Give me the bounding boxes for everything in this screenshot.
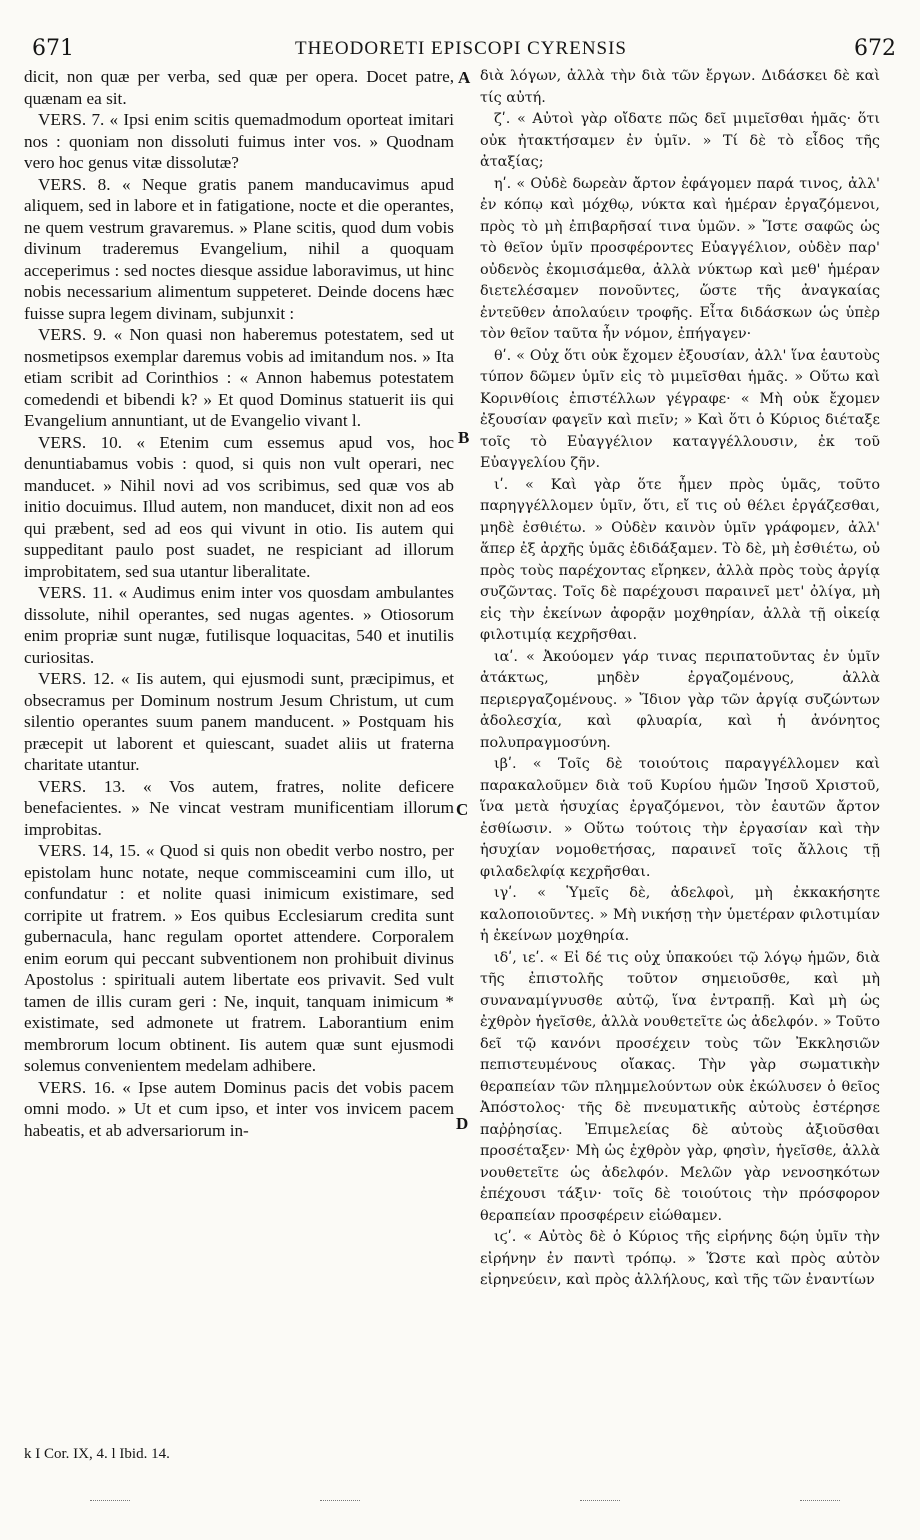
greek-verse-12: ιβʹ. « Τοῖς δὲ τοιούτοις παραγγέλλομεν καὶ παρακαλοῦμεν διὰ τοῦ Κυρίου ἡμῶν Ἰησοῦ Χριστοῦ, ἵνα μετὰ ἡσυχίας ἐργαζόμενοι, τὸν ἑαυτῶν ἄρτον ἐσθίωσιν. » Οὕτω τούτοις τὴν ἐργασίαν καὶ τὴν ἡσυχίαν νομοθετήσας, παραινεῖ τοῖς ἄλλοις τῇ φιλαδελφίᾳ κεχρῆσθαι. bbox=[480, 756, 880, 880]
margin-letter-d: D bbox=[456, 1114, 469, 1133]
running-title: THEODORETI EPISCOPI CYRENSIS bbox=[294, 38, 628, 59]
dot-rule bbox=[580, 1500, 620, 1501]
greek-verse-16: ιϛʹ. « Αὐτὸς δὲ ὁ Κύριος τῆς εἰρήνης δῴη ὑμῖν τὴν εἰρήνην ἐν παντὶ τρόπῳ. » Ὥστε καὶ πρὸς αὐτὸν εἰρηνεύειν, καὶ πρὸς ἀλλήλους, καὶ τῆς τῶν ἐναντίων bbox=[480, 1229, 880, 1288]
latin-paragraph: dicit, non quæ per verba, sed quæ per opera. Docet patre, quænam ea sit. bbox=[24, 67, 454, 108]
greek-verse-11: ιαʹ. « Ἀκούομεν γάρ τινας περιπατοῦντας ἐν ὑμῖν ἀτάκτως, μηδὲν ἐργαζομένους, ἀλλὰ περιεργαζομένους. » Ἴδιον γὰρ τῶν ἀργίᾳ συζώντων ἀδολεσχία, καὶ φλυαρία, καὶ ἡ ἀνόνητος πολυπραγμοσύνη. bbox=[480, 648, 880, 751]
latin-verse-13: VERS. 13. « Vos autem, fratres, nolite deficere benefacientes. » Ne vincat vestram munificentiam illorum improbitas. bbox=[24, 776, 454, 839]
greek-verse-9: θʹ. « Οὐχ ὅτι οὐκ ἔχομεν ἐξουσίαν, ἀλλ' ἵνα ἑαυτοὺς τύπον δῶμεν ὑμῖν εἰς τὸ μιμεῖσθαι ἡμᾶς. » Οὕτω καὶ Κορινθίοις ἐπιστέλλων γέγραφε· « Μὴ οὐκ ἔχομεν ἐξουσίαν φαγεῖν καὶ πιεῖν; » Καὶ ὅτι ὁ Κύριος διέταξε τοῖς τὸ Εὐαγγέλιον καταγγέλλουσιν, ἐκ τοῦ Εὐαγγελίου ζῆν. bbox=[480, 347, 880, 471]
greek-verse-14-15: ιδʹ, ιεʹ. « Εἰ δέ τις οὐχ ὑπακούει τῷ λόγῳ ἡμῶν, διὰ τῆς ἐπιστολῆς τοῦτον σημειοῦσθε, καὶ μὴ συναναμίγνυσθε αὐτῷ, ἵνα ἐντραπῇ. Καὶ μὴ ὡς ἐχθρὸν ἡγεῖσθε, ἀλλὰ νουθετεῖτε ὡς ἀδελφόν. » Τοῦτο δεῖ τῷ κανόνι προσέχειν τοὺς τῶν Ἐκκλησιῶν πεπιστευμένους οἴακας. Τὴν γὰρ σωματικὴν θεραπείαν τῶν πλημμελούντων οὐκ ἐκώλυσεν ὁ θεῖος Ἀπόστολος· τῆς δὲ πνευματικῆς αὐτοὺς ἐστέρησε παῤῥησίας. Ἐπιμελείας δὲ αὐτοὺς ἀξιοῦσθαι προσέταξεν· Μὴ ὡς ἐχθρὸν γὰρ, φησὶν, ἡγεῖσθε, ἀλλὰ νουθετεῖτε ὡς ἀδελφόν. Μελῶν γὰρ νενοσηκότων ἐπέχουσι τάξιν· τοῖς δὲ τοιούτοις τὴν πρόσφορον θεραπείαν προσφέρειν εἰώθαμεν. bbox=[480, 949, 880, 1224]
greek-verse-8: ηʹ. « Οὐδὲ δωρεὰν ἄρτον ἐφάγομεν παρά τινος, ἀλλ' ἐν κόπῳ καὶ μόχθῳ, νύκτα καὶ ἡμέραν ἐργαζόμενοι, πρὸς τὸ μὴ ἐπιβαρῆσαί τινα ὑμῶν. » Ἴστε σαφῶς ὡς τὸ θεῖον ὑμῖν προσφέροντες Εὐαγγέλιον, οὐδὲν παρ' οὐδενὸς ἐκομισάμεθα, ἀλλὰ νύκτωρ καὶ μεθ' ἡμέραν διετελέσαμεν πονοῦντες, ὥστε τῆς ἀναγκαίας ἐντεῦθεν ἀπολαύειν τροφῆς. Εἶτα διδάσκων ὡς ὑπὲρ τὸν θεῖον ταῦτα ἦν νόμον, ἐπήγαγεν· bbox=[480, 175, 880, 342]
latin-verse-16: VERS. 16. « Ipse autem Dominus pacis det vobis pacem omni modo. » Ut et cum ipso, et inter vos invicem pacem habeatis, et ab adversariorum in- bbox=[24, 1077, 454, 1140]
page-number-left: 671 bbox=[32, 36, 74, 61]
latin-verse-11: VERS. 11. « Audimus enim inter vos quosdam ambulantes dissolute, nihil operantes, sed nugas agentes. » Otiosorum enim propriæ sunt nugæ, futilisque loquacitas, 540 et inutilis curiositas. bbox=[24, 583, 454, 667]
latin-verse-9: VERS. 9. « Non quasi non haberemus potestatem, sed ut nosmetipsos exemplar daremus vobis ad imitandum nos. » Ita etiam scribit ad Corinthios : « Annon habemus potestatem comedendi et bibendi k? » Et quod Dominus statuerit iis qui Evangelium annuntiant, ut de Evangelio vivant l. bbox=[24, 325, 454, 430]
margin-letter-b: B bbox=[458, 428, 470, 447]
margin-letter-a: A bbox=[458, 68, 471, 87]
latin-verse-14-15: VERS. 14, 15. « Quod si quis non obedit verbo nostro, per epistolam hunc notate, neque commisceamini cum illo, ut confundatur : et nolite quasi inimicum existimare, sed corripite ut fratrem. » Eos quibus Ecclesiarum credita sunt gubernacula, hanc regulam oportet attendere. Corporalem enim eorum qui peccant subventionem non prohibuit divinus Apostolus : spirituali autem libertate eos privavit. Sed vult tamen de illis curam geri : Ne, inquit, tanquam inimicum * existimate, sed admonete ut fratrem. Laborantium enim membrorum locum obtinent. Iis autem quæ sunt ejusmodi solemus convenientem medelam adhibere. bbox=[24, 841, 454, 1075]
footnote: k I Cor. IX, 4. l Ibid. 14. bbox=[24, 1446, 170, 1462]
latin-verse-10: VERS. 10. « Etenim cum essemus apud vos, hoc denuntiabamus vobis : quod, si quis non vult operari, nec manducet. » Nihil novi ad vos scribimus, sed quæ vos ab initio docuimus. Illud autem, non manducet, dixit non ad eos qui præbent, sed ad eos qui vivunt in otio. Iis autem qui suppeditant paulo post suadet, ne respiciant ad illorum improbitatem, sed sua utantur liberalitate. bbox=[24, 432, 454, 581]
page-header bbox=[22, 36, 900, 70]
page-number-right: 672 bbox=[854, 36, 896, 61]
latin-verse-12: VERS. 12. « Iis autem, qui ejusmodi sunt, præcipimus, et obsecramus per Dominum nostrum Jesum Christum, ut cum silentio operantes suum panem manducent. » Postquam his præcepit ut laborent et quiescant, suadet aliis ut fraterna charitate utantur. bbox=[24, 669, 454, 774]
dot-rule bbox=[90, 1500, 130, 1501]
greek-verse-13: ιγʹ. « Ὑμεῖς δὲ, ἀδελφοὶ, μὴ ἐκκακήσητε καλοποιοῦντες. » Μὴ νικήσῃ τὴν ὑμετέραν φιλοτιμίαν ἡ ἐκείνων μοχθηρία. bbox=[480, 885, 880, 944]
latin-column bbox=[24, 66, 454, 1141]
dot-rule bbox=[320, 1500, 360, 1501]
dot-rule bbox=[800, 1500, 840, 1501]
latin-verse-7: VERS. 7. « Ipsi enim scitis quemadmodum oporteat imitari nos : quoniam non dissoluti fuimus inter vos. » Quodnam vero hoc genus vitæ dissolutæ? bbox=[24, 110, 454, 172]
greek-verse-7: ζʹ. « Αὐτοὶ γὰρ οἴδατε πῶς δεῖ μιμεῖσθαι ἡμᾶς· ὅτι οὐκ ἠτακτήσαμεν ἐν ὑμῖν. » Τί δὲ τὸ εἶδος τῆς ἀταξίας; bbox=[480, 111, 880, 170]
greek-paragraph: διὰ λόγων, ἀλλὰ τὴν διὰ τῶν ἔργων. Διδάσκει δὲ καὶ τίς αὐτή. bbox=[480, 68, 880, 106]
margin-letter-c: C bbox=[456, 800, 469, 819]
greek-column bbox=[480, 66, 880, 1292]
latin-verse-8: VERS. 8. « Neque gratis panem manducavimus apud aliquem, sed in labore et in fatigatione, nocte et die operantes, ne quem vestrum gravaremus. » Plane scitis, quod dum vobis divinum traderemus Evangelium, nihil a quoquam acceperimus : sed noctes diesque assidue laboravimus, ut hinc nobis necessarium alimentum suppeteret. Deinde docens hæc fuisse supra legem divinam, subjunxit : bbox=[24, 174, 454, 323]
greek-verse-10: ιʹ. « Καὶ γὰρ ὅτε ἦμεν πρὸς ὑμᾶς, τοῦτο παρηγγέλλομεν ὑμῖν, ὅτι, εἴ τις οὐ θέλει ἐργάζεσθαι, μηδὲ ἐσθιέτω. » Οὐδὲν καινὸν ὑμῖν γράφομεν, ἀλλ' ἅπερ ἐξ ἀρχῆς ὑμᾶς ἐδιδάξαμεν. Τὸ δὲ, μὴ ἐσθιέτω, οὐ πρὸς τοὺς παρέχοντας εἴρηκεν, ἀλλὰ πρὸς τοὺς ἀργίᾳ συζῶντας. Τοῖς δὲ παρέχουσι παραινεῖ μετ' ὀλίγα, μὴ εἰς τὴν ἐκείνων ἀφορᾷν μοχθηρίαν, ἀλλὰ τῇ οἰκείᾳ φιλοτιμίᾳ κεχρῆσθαι. bbox=[480, 476, 880, 643]
